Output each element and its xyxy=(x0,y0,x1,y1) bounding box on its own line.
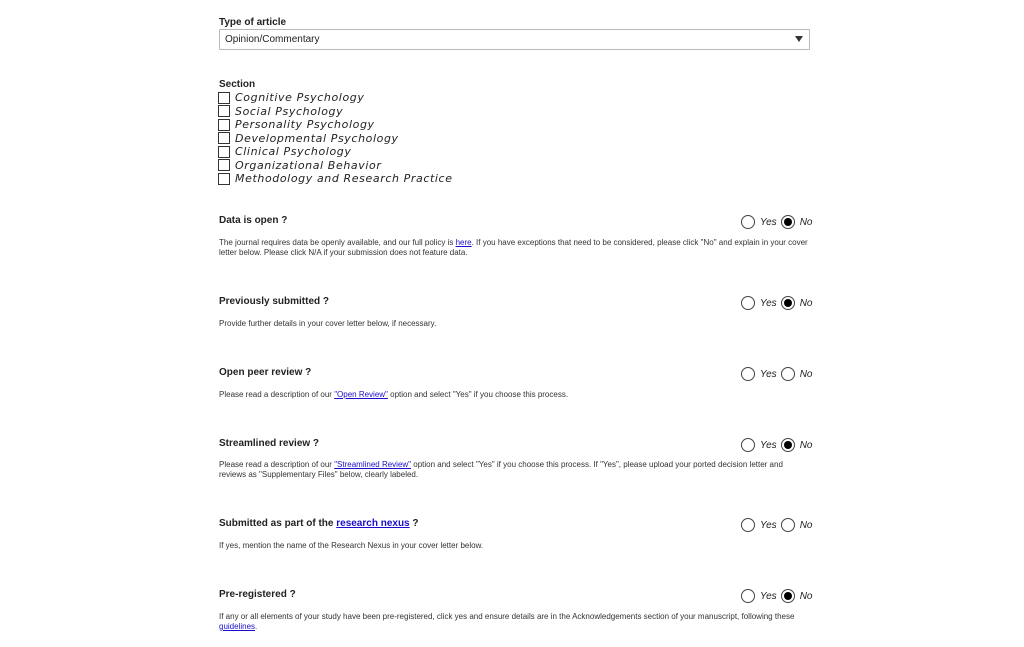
open-peer-radio-group xyxy=(741,367,816,381)
section-option-label: Personality Psychology xyxy=(235,118,375,132)
prev-submitted-yes-radio[interactable] xyxy=(741,296,755,310)
section-option-organizational[interactable] xyxy=(218,159,453,173)
section-option-developmental[interactable] xyxy=(218,132,453,146)
yes-label: Yes xyxy=(760,297,777,309)
prev-submitted-help: Provide further details in your cover letter below, if necessary. xyxy=(219,319,437,328)
data-open-title: Data is open ? xyxy=(219,215,288,226)
prev-submitted-title: Previously submitted ? xyxy=(219,296,330,307)
data-open-no-radio[interactable] xyxy=(781,215,795,229)
help-text: . xyxy=(255,622,258,631)
guidelines-link[interactable]: guidelines xyxy=(219,622,256,631)
no-label: No xyxy=(799,519,813,531)
help-text: If any or all elements of your study have been pre-registered, click yes and ensure details are in the Acknowledgements section of your manuscript, following these xyxy=(219,612,795,621)
checkbox[interactable] xyxy=(218,132,230,144)
section-option-social[interactable] xyxy=(218,105,453,119)
nexus-yes-radio[interactable] xyxy=(741,518,755,532)
nexus-title xyxy=(219,518,419,529)
section-label: Section xyxy=(219,79,256,90)
help-text: Please read a description of our xyxy=(219,460,335,469)
checkbox[interactable] xyxy=(218,146,230,158)
open-review-link[interactable]: "Open Review" xyxy=(334,390,388,399)
section-option-label: Social Psychology xyxy=(235,104,344,118)
streamlined-yes-radio[interactable] xyxy=(741,438,755,452)
help-text: Please read a description of our xyxy=(219,390,335,399)
checkbox[interactable] xyxy=(218,159,230,171)
section-option-label: Organizational Behavior xyxy=(235,158,382,172)
prev-submitted-no-radio[interactable] xyxy=(781,296,795,310)
yes-label: Yes xyxy=(760,216,777,228)
data-open-help xyxy=(219,238,809,258)
streamlined-review-link[interactable]: "Streamlined Review" xyxy=(334,460,412,469)
title-text: Submitted as part of the xyxy=(219,518,337,529)
section-option-label: Developmental Psychology xyxy=(235,131,399,145)
no-label: No xyxy=(799,368,813,380)
yes-label: Yes xyxy=(760,519,777,531)
yes-label: Yes xyxy=(760,368,777,380)
no-label: No xyxy=(799,590,813,602)
section-checkbox-list xyxy=(218,91,453,186)
preregistered-help xyxy=(219,612,809,632)
section-option-cognitive[interactable] xyxy=(218,91,453,105)
section-option-label: Methodology and Research Practice xyxy=(235,172,453,186)
checkbox[interactable] xyxy=(218,119,230,131)
streamlined-radio-group xyxy=(741,438,816,452)
data-open-yes-radio[interactable] xyxy=(741,215,755,229)
help-text: . If you have exceptions that need to be considered, please click "No" and explain in your cover letter below. Please click N/A if your submission does not feature data. xyxy=(219,238,808,257)
nexus-no-radio[interactable] xyxy=(781,518,795,532)
section-option-personality[interactable] xyxy=(218,118,453,132)
section-option-methodology[interactable] xyxy=(218,172,453,186)
no-label: No xyxy=(799,439,813,451)
section-option-clinical[interactable] xyxy=(218,145,453,159)
open-peer-yes-radio[interactable] xyxy=(741,367,755,381)
research-nexus-link[interactable]: research nexus xyxy=(336,518,410,529)
checkbox[interactable] xyxy=(218,105,230,117)
open-peer-help xyxy=(219,390,809,400)
data-open-radio-group xyxy=(741,215,816,229)
help-text: option and select "Yes" if you choose this process. If "Yes", please upload your ported decision letter and reviews as "Supplementary Files" below, clearly labeled. xyxy=(219,460,783,479)
yes-label: Yes xyxy=(760,590,777,602)
preregistered-no-radio[interactable] xyxy=(781,589,795,603)
article-type-value: Opinion/Commentary xyxy=(225,34,320,45)
section-option-label: Cognitive Psychology xyxy=(235,91,365,105)
nexus-help: If yes, mention the name of the Research Nexus in your cover letter below. xyxy=(219,541,484,550)
prev-submitted-radio-group xyxy=(741,296,816,310)
yes-label: Yes xyxy=(760,439,777,451)
data-policy-link[interactable]: here xyxy=(455,238,472,247)
preregistered-yes-radio[interactable] xyxy=(741,589,755,603)
no-label: No xyxy=(799,216,813,228)
no-label: No xyxy=(799,297,813,309)
nexus-radio-group xyxy=(741,518,816,532)
streamlined-title: Streamlined review ? xyxy=(219,438,320,449)
checkbox[interactable] xyxy=(218,173,230,185)
preregistered-title: Pre-registered ? xyxy=(219,589,296,600)
streamlined-no-radio[interactable] xyxy=(781,438,795,452)
help-text: The journal requires data be openly available, and our full policy is xyxy=(219,238,456,247)
help-text: option and select "Yes" if you choose this process. xyxy=(387,390,569,399)
article-type-select[interactable] xyxy=(219,29,810,50)
preregistered-radio-group xyxy=(741,589,816,603)
open-peer-title: Open peer review ? xyxy=(219,367,312,378)
checkbox[interactable] xyxy=(218,92,230,104)
open-peer-no-radio[interactable] xyxy=(781,367,795,381)
title-text: ? xyxy=(409,518,419,529)
streamlined-help xyxy=(219,460,809,480)
section-option-label: Clinical Psychology xyxy=(235,145,352,159)
article-type-label: Type of article xyxy=(219,17,287,28)
dropdown-arrow-icon xyxy=(795,36,803,42)
